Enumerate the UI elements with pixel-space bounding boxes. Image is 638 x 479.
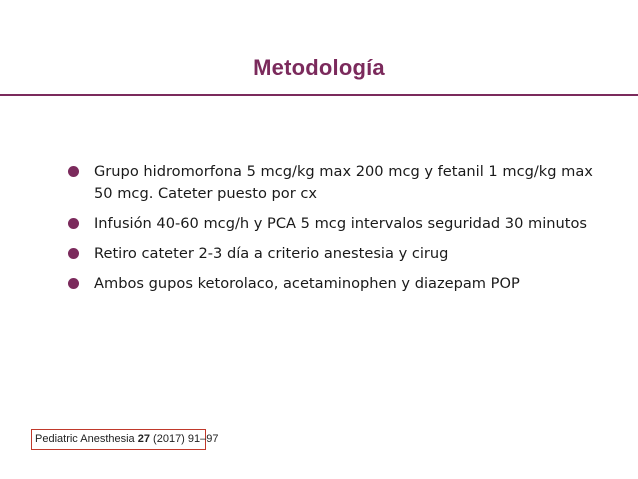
bullet-text: Grupo hidromorfona 5 mcg/kg max 200 mcg y fetanil 1 mcg/kg max 50 mcg. Cateter puesto por cx [94,163,593,202]
bullet-dot-icon [68,218,79,229]
bullet-text: Infusión 40-60 mcg/h y PCA 5 mcg intervalos seguridad 30 minutos [94,215,588,232]
citation-box [31,429,219,450]
bullet-list [68,161,608,303]
citation-journal: Pediatric Anesthesia [35,433,135,445]
list-item [68,273,608,295]
list-item [68,161,608,205]
title-underline [0,94,638,96]
bullet-dot-icon [68,278,79,289]
slide-title: Metodología [253,55,385,80]
bullet-text: Retiro cateter 2-3 día a criterio anestesia y cirug [94,245,449,262]
list-item [68,213,608,235]
list-item [68,243,608,265]
bullet-text: Ambos gupos ketorolaco, acetaminophen y diazepam POP [94,275,520,292]
bullet-dot-icon [68,166,79,177]
bullet-dot-icon [68,248,79,259]
citation-volume: 27 [137,433,150,445]
citation-year-pages: (2017) 91–97 [153,433,219,445]
